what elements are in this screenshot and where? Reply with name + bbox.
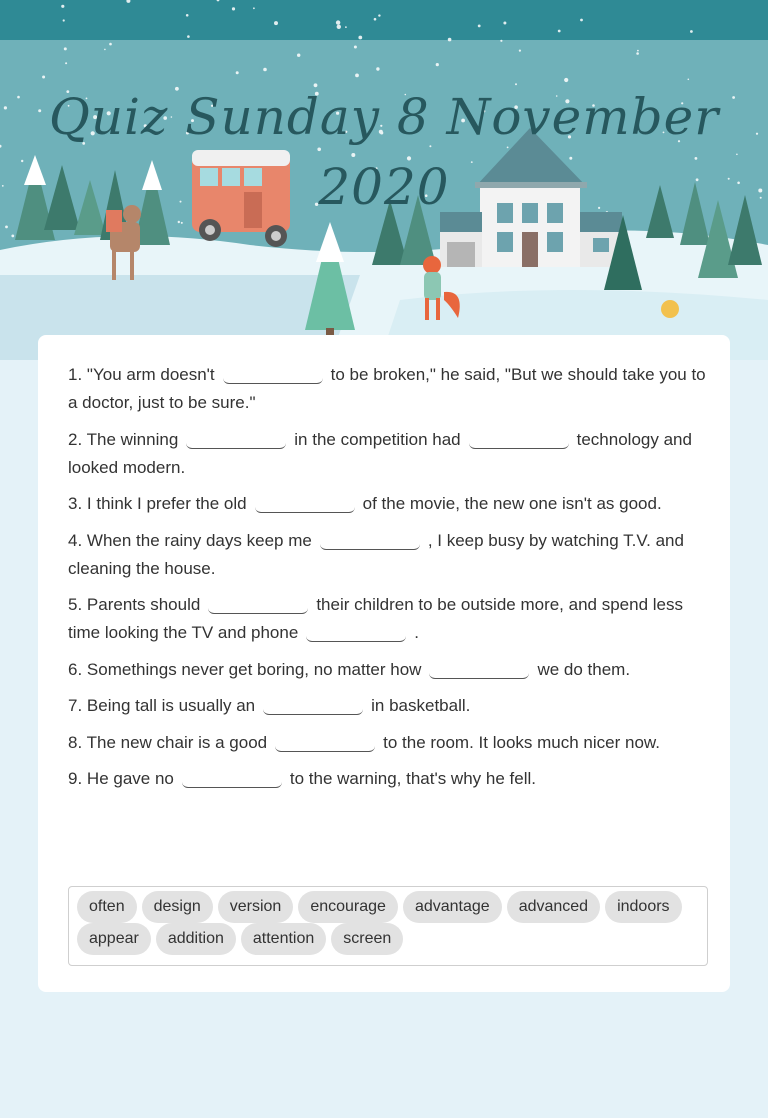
question-text: The new chair is a good [86, 732, 268, 752]
question-4 [68, 527, 708, 583]
word-chip-attention[interactable]: attention [241, 923, 326, 955]
question-text: "You arm doesn't [86, 365, 215, 384]
question-number: 9. [68, 769, 83, 788]
question-text: He gave no [86, 769, 174, 788]
answer-blank[interactable] [469, 428, 569, 449]
question-text: . [414, 623, 420, 642]
word-bank [68, 886, 708, 966]
answer-blank[interactable] [263, 694, 363, 715]
question-text: to the warning, that's why he fell. [289, 769, 536, 788]
question-number: 2. [68, 429, 83, 449]
question-text: The winning [86, 429, 179, 449]
question-text: we do them. [537, 659, 631, 679]
word-chip-screen[interactable]: screen [331, 923, 403, 955]
question-number: 4. [68, 530, 83, 550]
question-text: , I keep busy by watching T.V. and cleaning the house. [68, 530, 684, 578]
winter-header-illustration [0, 0, 768, 360]
word-chip-addition[interactable]: addition [156, 923, 236, 955]
word-chip-appear[interactable]: appear [77, 923, 151, 955]
question-text: in the competition had [294, 429, 461, 449]
question-number: 8. [68, 732, 83, 752]
question-3 [68, 490, 708, 518]
answer-blank[interactable] [255, 492, 355, 513]
answer-blank[interactable] [186, 428, 286, 449]
word-chip-often[interactable]: often [77, 891, 137, 923]
question-7 [68, 692, 708, 720]
question-number: 7. [68, 696, 83, 715]
word-chip-encourage[interactable]: encourage [298, 891, 398, 923]
question-text: Parents should [86, 595, 201, 614]
answer-blank[interactable] [306, 621, 406, 642]
question-text: Somethings never get boring, no matter how [86, 659, 422, 679]
page-title [0, 82, 768, 222]
question-8 [68, 729, 708, 757]
question-text: to the room. It looks much nicer now. [383, 732, 660, 752]
title-line-1: Quiz Sunday 8 November [48, 88, 720, 146]
question-text: in basketball. [371, 696, 471, 715]
answer-blank[interactable] [320, 529, 420, 550]
question-list [68, 361, 708, 802]
question-6 [68, 656, 708, 684]
question-text: to be broken," he said, "But we should take you to a doctor, just to be sure." [68, 365, 706, 412]
question-2 [68, 426, 708, 482]
answer-blank[interactable] [182, 767, 282, 788]
answer-blank[interactable] [429, 658, 529, 679]
word-chip-indoors[interactable]: indoors [605, 891, 681, 923]
answer-blank[interactable] [223, 363, 323, 384]
question-5 [68, 591, 708, 647]
question-9 [68, 765, 708, 793]
word-chip-design[interactable]: design [142, 891, 213, 923]
question-number: 3. [68, 494, 83, 513]
question-text: Being tall is usually an [86, 696, 256, 715]
question-number: 1. [68, 365, 83, 384]
word-chip-advantage[interactable]: advantage [403, 891, 502, 923]
answer-blank[interactable] [208, 593, 308, 614]
question-text: When the rainy days keep me [86, 530, 312, 550]
title-line-2: 2020 [318, 158, 450, 216]
question-text: their children to be outside more, and spend less time looking the TV and phone [68, 595, 683, 642]
question-text: technology and looked modern. [68, 429, 692, 477]
answer-blank[interactable] [275, 731, 375, 752]
word-chip-version[interactable]: version [218, 891, 294, 923]
question-1 [68, 361, 708, 417]
quiz-card [38, 335, 730, 992]
word-chip-advanced[interactable]: advanced [507, 891, 600, 923]
question-number: 5. [68, 595, 83, 614]
question-text: I think I prefer the old [86, 494, 247, 513]
question-number: 6. [68, 659, 83, 679]
question-text: of the movie, the new one isn't as good. [362, 494, 662, 513]
